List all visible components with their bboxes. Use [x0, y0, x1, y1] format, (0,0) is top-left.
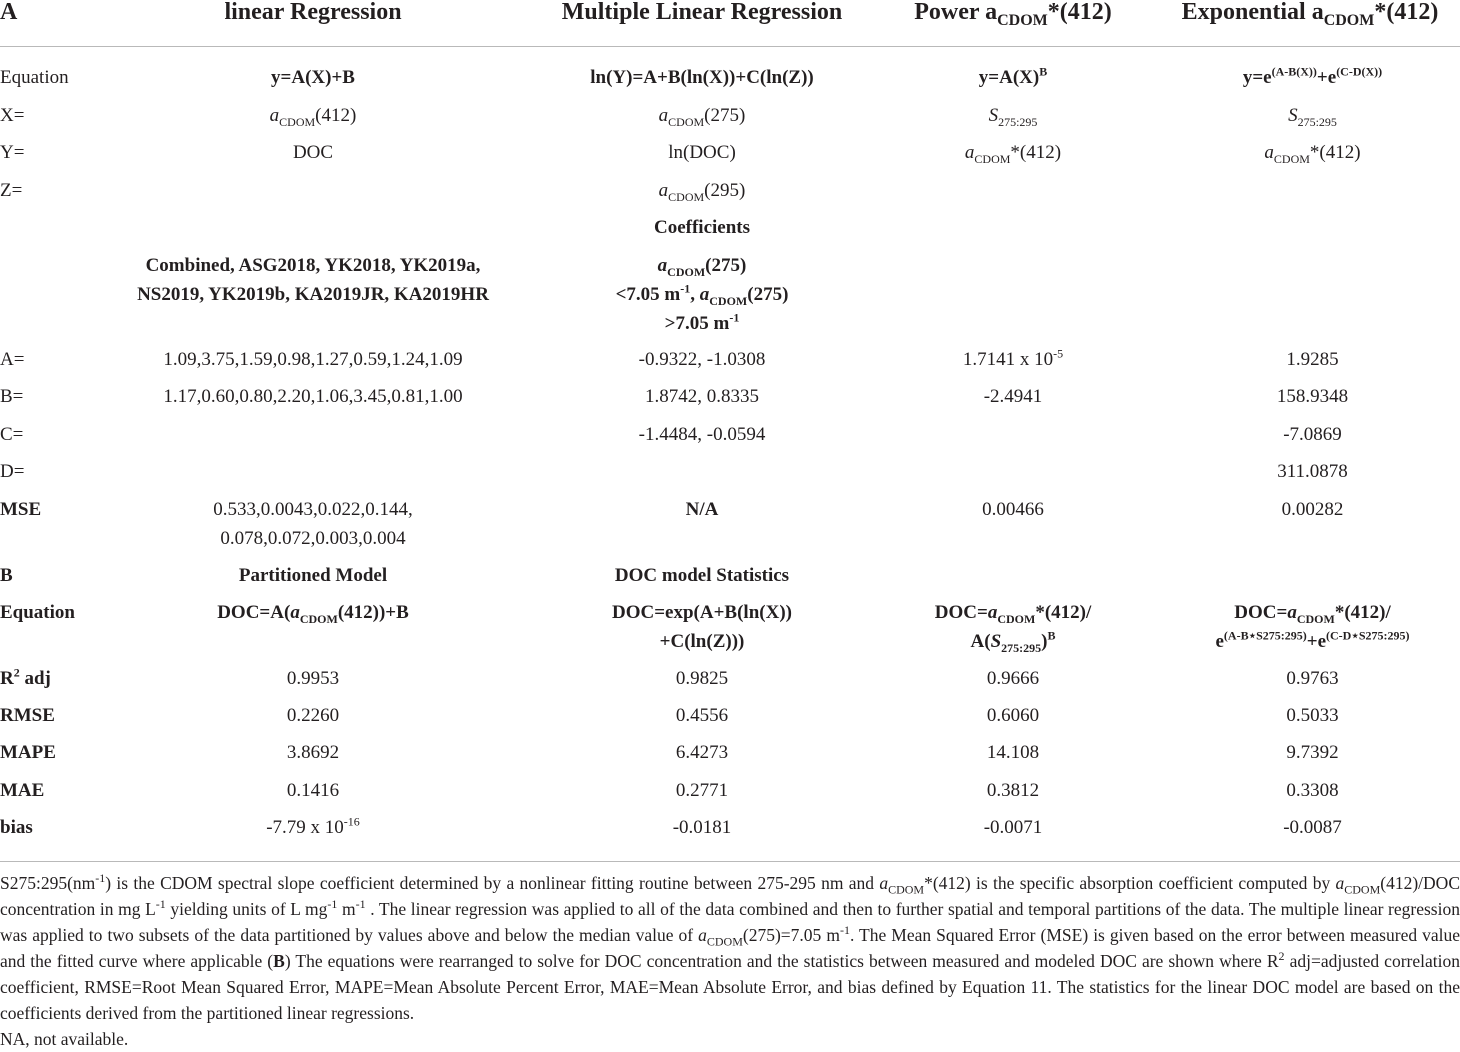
mae-multiple: 0.2771 — [675, 780, 729, 801]
mape-power: 14.108 — [986, 742, 1040, 763]
table-footnote — [0, 870, 1460, 1052]
mape-row — [0, 738, 1460, 768]
linear-equation: y=A(X)+B — [271, 67, 355, 88]
doc-multiple-equation: DOC=exp(A+B(ln(X)) +C(ln(Z))) — [612, 602, 792, 652]
mape-exponential: 9.7392 — [1286, 742, 1339, 763]
r2-power: 0.9666 — [986, 668, 1040, 689]
b-row — [0, 382, 1460, 412]
multiple-subsets: $a_{CDOM}(275)$ <7.05 $m^{-1}$, $a_{CDOM}(275)$ >7.05 $m^{-1}$ — [615, 255, 789, 334]
c-exponential: -7.0869 — [1283, 424, 1342, 445]
row-label-equation: Equation — [0, 67, 69, 88]
table-a-header-row — [0, 0, 1460, 31]
row-label-y: Y= — [0, 142, 25, 163]
doc-equation-row — [0, 598, 1460, 658]
row-label-c: C= — [0, 424, 24, 445]
coefficients-heading-row — [0, 213, 1460, 243]
mse-exponential: 0.00282 — [1281, 499, 1344, 520]
rmse-linear: 0.2260 — [286, 705, 340, 726]
row-label-rmse: RMSE — [0, 705, 55, 726]
row-label-r2: $R^2$ adj — [0, 665, 51, 689]
r2-row — [0, 664, 1460, 694]
rmse-multiple: 0.4556 — [675, 705, 729, 726]
bias-row — [0, 813, 1460, 843]
row-label-doc-equation: Equation — [0, 602, 75, 623]
rmse-exponential: 0.5033 — [1286, 705, 1339, 726]
row-label-mape: MAPE — [0, 742, 56, 763]
coefficients-heading: Coefficients — [653, 217, 751, 238]
row-label-mae: MAE — [0, 780, 45, 801]
z-row — [0, 176, 1460, 206]
y-exponential: $a_{CDOM}*(412)$ — [1264, 142, 1361, 166]
x-exponential: $S_{275:295}$ — [1288, 105, 1337, 129]
mse-multiple: N/A — [685, 499, 719, 520]
partitioned-model-heading: Partitioned Model — [238, 565, 388, 586]
a-power: 1.7141 x $10^{-5}$ — [962, 346, 1064, 370]
c-multiple: -1.4484, -0.0594 — [638, 424, 766, 445]
header-exponential-model: Exponential $a_{CDOM}*(412)$ — [1181, 0, 1439, 29]
header-power-model: Power $a_{CDOM}*(412)$ — [914, 0, 1112, 29]
b-linear: 1.17,0.60,0.80,2.20,1.06,3.45,0.81,1.00 — [163, 386, 463, 407]
a-linear: 1.09,3.75,1.59,0.98,1.27,0.59,1.24,1.09 — [163, 349, 463, 370]
row-label-mse: MSE — [0, 499, 42, 520]
y-power: $a_{CDOM}*(412)$ — [964, 142, 1062, 166]
section-b-header-row — [0, 561, 1460, 591]
x-linear: $a_{CDOM}(412)$ — [269, 105, 357, 129]
header-divider — [0, 46, 1460, 47]
bias-multiple: -0.0181 — [672, 817, 732, 838]
b-exponential: 158.9348 — [1276, 386, 1349, 407]
c-row — [0, 420, 1460, 450]
mse-power: 0.00466 — [982, 499, 1044, 520]
r2-multiple: 0.9825 — [675, 668, 729, 689]
bias-power: -0.0071 — [983, 817, 1043, 838]
linear-subsets: Combined, ASG2018, YK2018, YK2019a, NS2019, YK2019b, KA2019JR, KA2019HR — [137, 255, 489, 305]
mse-linear: 0.533,0.0043,0.022,0.144, 0.078,0.072,0.003,0.004 — [213, 499, 413, 549]
row-label-a: A= — [0, 349, 25, 370]
header-linear-regression: linear Regression — [224, 0, 402, 25]
doc-model-statistics-heading: DOC model Statistics — [614, 565, 790, 586]
row-label-b: B= — [0, 386, 24, 407]
section-a-label: A — [0, 0, 18, 25]
footer-divider — [0, 861, 1460, 862]
a-row — [0, 345, 1460, 375]
a-exponential: 1.9285 — [1286, 349, 1339, 370]
d-exponential: 311.0878 — [1277, 461, 1348, 482]
x-multiple: $a_{CDOM}(275)$ — [658, 105, 746, 129]
mape-multiple: 6.4273 — [675, 742, 729, 763]
multiple-regression-equation: ln(Y)=A+B(ln(X))+C(ln(Z)) — [590, 67, 814, 88]
b-multiple: 1.8742, 0.8335 — [645, 386, 759, 407]
row-label-d: D= — [0, 461, 25, 482]
y-multiple: ln(DOC) — [668, 142, 736, 163]
y-row — [0, 138, 1460, 168]
header-multiple-linear-regression: Multiple Linear Regression — [561, 0, 843, 25]
r2-exponential: 0.9763 — [1286, 668, 1339, 689]
b-power: -2.4941 — [983, 386, 1043, 407]
doc-linear-equation: $DOC=A(a_{CDOM}(412))+B$ — [217, 602, 409, 626]
footnote-paragraph: $S275:295(nm^{-1})$ is the CDOM spectral slope coefficient determined by a nonlinear fitting routine between 275-295 nm and $a_{CDOM}*(412)$ is the specific absorption coefficient computed by $a_{CDOM}(412)$/DOC concentration in mg $L^{-1}$ yielding units of L $mg^{-1}$ $m^{-1}$ . The linear regression was applied to all of the data combined and then to further spatial and temporal partitions of the data. The multiple linear regression was applied to two subsets of the data partitioned by values above and below the median value of $a_{CDOM}(275)=7.05$ $m^{-1}$. The Mean Squared Error (MSE) is given based on the error between measured value and the fitted curve where applicable (B) The equations were rearranged to solve for DOC concentration and the statistics between measured and modeled DOC are shown where $R^2$ adj=adjusted correlation coefficient, RMSE=Root Mean Squared Error, MAPE=Mean Absolute Percent Error, MAE=Mean Absolute Error, and bias defined by Equation 11. The statistics for the linear DOC model are based on the coefficients derived from the partitioned linear regressions. — [0, 871, 1460, 1023]
doc-exponential-equation: $DOC=a_{CDOM}*(412)/$ $e^{(A-B⋆S275:295)}+e^{(C-D⋆S275:295)}$ — [1215, 602, 1410, 652]
section-b-label: B — [0, 565, 13, 586]
mae-row — [0, 776, 1460, 806]
d-row — [0, 457, 1460, 487]
exponential-equation: $y=e^{(A-B(X))}+e^{(C-D(X))}$ — [1242, 64, 1383, 88]
mae-exponential: 0.3308 — [1286, 780, 1339, 801]
doc-power-equation: $DOC=a_{CDOM}*(412)/$ $A(S_{275:295})^B$ — [934, 602, 1092, 655]
power-equation: $y=A(X)^B$ — [978, 64, 1048, 88]
row-label-x: X= — [0, 105, 25, 126]
footnote-na: NA, not available. — [0, 1029, 129, 1049]
row-label-z: Z= — [0, 180, 23, 201]
row-label-bias: bias — [0, 817, 33, 838]
mse-row — [0, 495, 1460, 553]
bias-linear: -7.79 x $10^{-16}$ — [266, 814, 360, 838]
mae-linear: 0.1416 — [286, 780, 340, 801]
x-row — [0, 101, 1460, 131]
r2-linear: 0.9953 — [286, 668, 340, 689]
z-multiple: $a_{CDOM}(295)$ — [658, 180, 746, 204]
a-multiple: -0.9322, -1.0308 — [638, 349, 766, 370]
mae-power: 0.3812 — [986, 780, 1040, 801]
mape-linear: 3.8692 — [286, 742, 340, 763]
bias-exponential: -0.0087 — [1283, 817, 1342, 838]
equation-row — [0, 63, 1460, 93]
rmse-power: 0.6060 — [986, 705, 1040, 726]
x-power: $S_{275:295}$ — [988, 105, 1038, 129]
rmse-row — [0, 701, 1460, 731]
y-linear: DOC — [292, 142, 334, 163]
